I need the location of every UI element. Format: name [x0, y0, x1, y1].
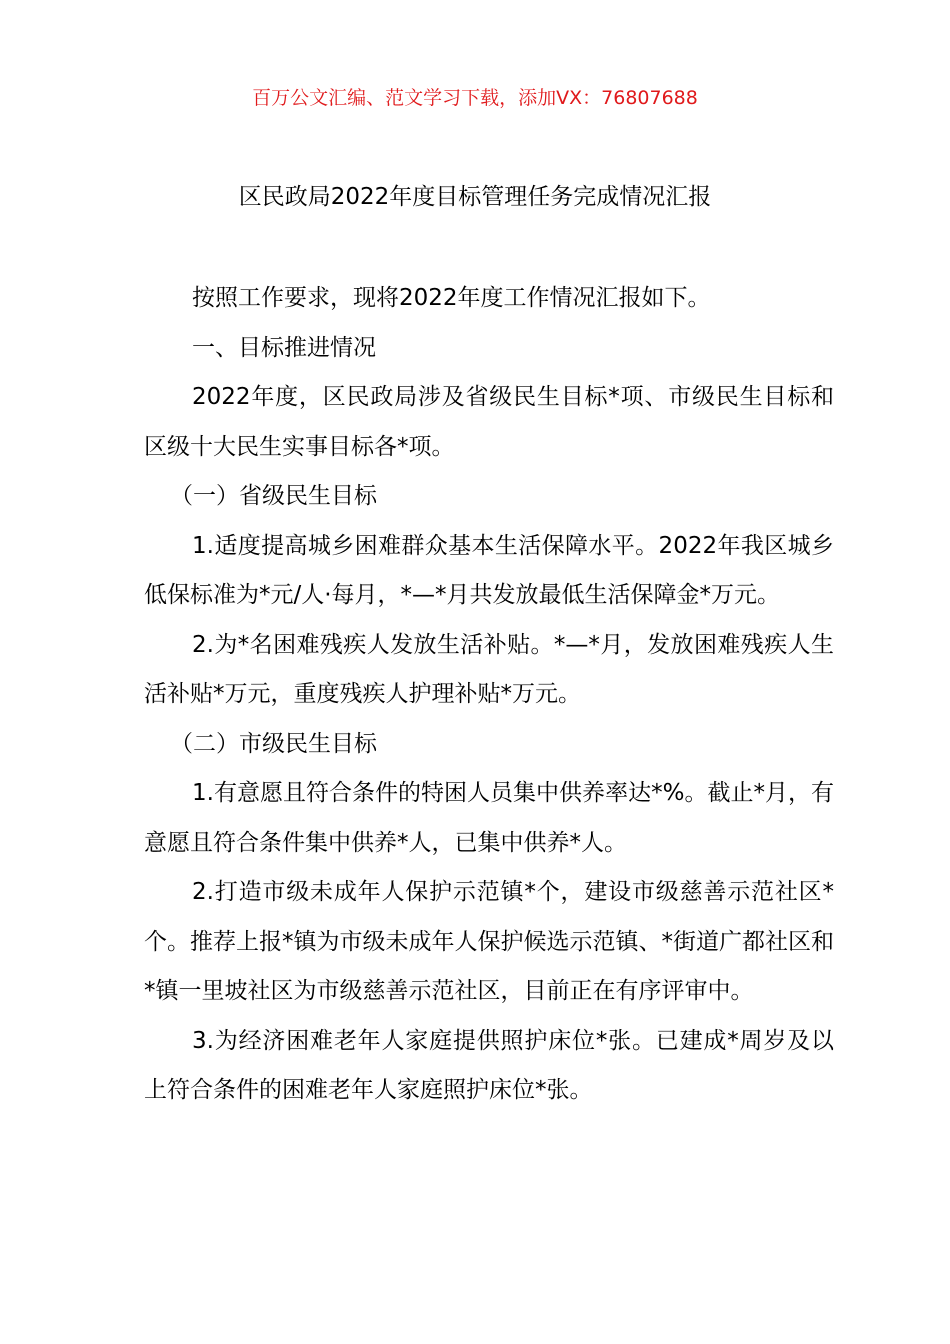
provincial-item-2: 2.为*名困难残疾人发放生活补贴。*—*月，发放困难残疾人生活补贴*万元，重度残疾人护理补贴*万元。: [144, 631, 834, 707]
overview-paragraph: 2022年度，区民政局涉及省级民生目标*项、市级民生目标和区级十大民生实事目标各*项。: [144, 384, 834, 460]
municipal-item-1: 1.有意愿且符合条件的特困人员集中供养率达*%。截止*月，有意愿且符合条件集中供养*人，已集中供养*人。: [144, 780, 834, 856]
watermark-banner: 百万公文汇编、范文学习下载，添加VX：76807688: [252, 87, 698, 109]
provincial-item-1: 1.适度提高城乡困难群众基本生活保障水平。2022年我区城乡低保标准为*元/人·每月，*—*月共发放最低生活保障金*万元。: [144, 532, 834, 608]
municipal-item-3: 3.为经济困难老年人家庭提供照护床位*张。已建成*周岁及以上符合条件的困难老年人家庭照护床位*张。: [144, 1027, 834, 1103]
intro-paragraph: 按照工作要求，现将2022年度工作情况汇报如下。: [192, 285, 711, 311]
document-title: 区民政局2022年度目标管理任务完成情况汇报: [238, 184, 712, 210]
document-body: [144, 274, 834, 1116]
municipal-item-2: 2.打造市级未成年人保护示范镇*个，建设市级慈善示范社区*个。推荐上报*镇为市级未成年人保护候选示范镇、*街道广都社区和*镇一里坡社区为市级慈善示范社区，目前正在有序评审中。: [144, 879, 834, 1004]
subsection-heading-provincial: （一）省级民生目标: [170, 483, 377, 509]
subsection-heading-municipal: （二）市级民生目标: [170, 730, 377, 757]
section-heading-1: 一、目标推进情况: [192, 334, 376, 361]
